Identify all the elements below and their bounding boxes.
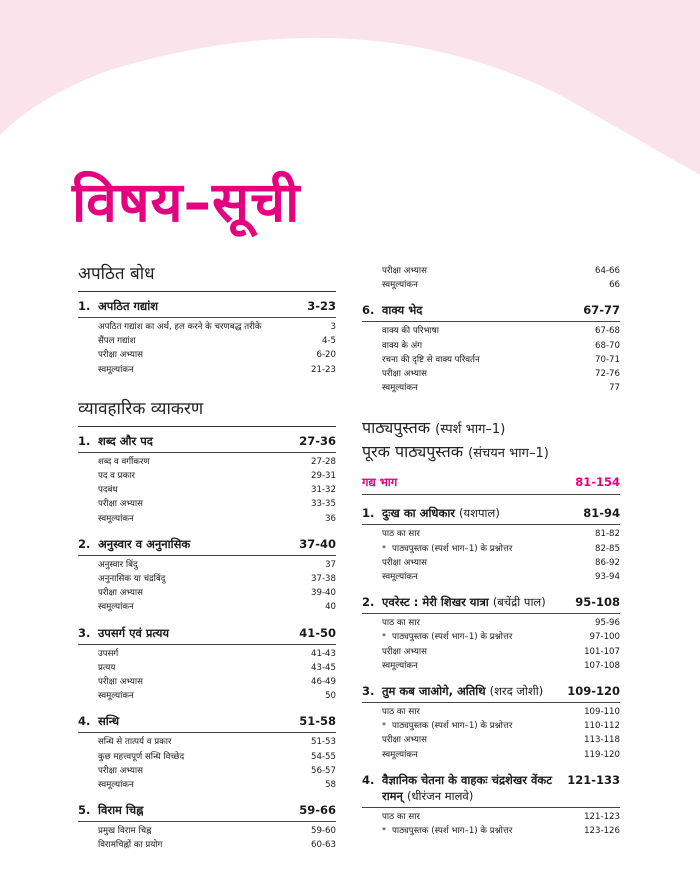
- section-label: गद्य भाग: [362, 475, 398, 490]
- toc-subitem[interactable]: [78, 455, 336, 469]
- subitem-pages: 72-76: [595, 369, 620, 380]
- subitem-pages: 21-23: [311, 364, 336, 375]
- subitem-pages: 54-55: [311, 751, 336, 762]
- chapter-number: 4.: [362, 772, 375, 787]
- subitem-pages: 29-31: [311, 471, 336, 482]
- subitem-pages: 95-96: [595, 618, 620, 629]
- supplementary-subtitle: (संचयन भाग–1): [468, 446, 549, 462]
- chapter-number: 1.: [78, 433, 91, 448]
- chapter-number: 1.: [362, 506, 375, 521]
- subitem-label: विरामचिह्नों का प्रयोग: [98, 840, 163, 851]
- subitem-label: स्वमूल्यांकन: [382, 572, 418, 583]
- subitem-label: पाठ का सार: [382, 618, 420, 629]
- subitem-label: पाठ का सार: [382, 707, 420, 718]
- subitem-pages: 40: [325, 602, 336, 613]
- chapter-author: (शरद जोशी): [489, 684, 544, 699]
- subitem-label: उपसर्ग: [98, 648, 119, 659]
- subitem-label: सैंपल गद्यांश: [98, 336, 136, 347]
- heading-underline: [78, 426, 336, 427]
- toc-subitem[interactable]: [78, 600, 336, 614]
- subitem-label: * पाठ्यपुस्तक (स्पर्श भाग–1) के प्रश्नोत्तर: [382, 719, 580, 733]
- chapter-number: 5.: [78, 803, 91, 818]
- star-icon: *: [382, 543, 386, 553]
- toc-subitem[interactable]: [78, 778, 336, 792]
- toc-subitem[interactable]: [362, 616, 620, 630]
- subitem-pages: 86-92: [595, 557, 620, 568]
- chapter-title: शब्द और पद: [98, 433, 153, 448]
- subitem-pages: 56-57: [311, 765, 336, 776]
- subitem-label: पाठ का सार: [382, 811, 420, 822]
- toc-subitem[interactable]: [362, 630, 620, 644]
- subitem-label: अनुनासिक या चंद्रबिंदु: [98, 574, 166, 585]
- toc-subitem[interactable]: [362, 556, 620, 570]
- subitem-label: परीक्षा अभ्यास: [98, 765, 143, 776]
- toc-subitem[interactable]: [78, 661, 336, 675]
- subitem-pages: 6-20: [316, 350, 336, 361]
- toc-subitem[interactable]: [362, 339, 620, 353]
- star-icon: *: [382, 826, 386, 836]
- toc-subitem[interactable]: [78, 320, 336, 334]
- divider: [78, 644, 336, 645]
- toc-chapter: [78, 433, 336, 526]
- toc-subitem[interactable]: [362, 748, 620, 762]
- divider: [78, 555, 336, 556]
- chapter-number: 4.: [78, 714, 91, 729]
- gadya-section-row[interactable]: [362, 473, 620, 491]
- chapter-row[interactable]: [362, 505, 620, 521]
- toc-subitem[interactable]: [362, 733, 620, 747]
- subitem-label: परीक्षा अभ्यास: [382, 266, 427, 276]
- subitem-label: रचना की दृष्टि से वाक्य परिवर्तन: [382, 354, 480, 365]
- subitem-label: वाक्य की परिभाषा: [382, 326, 439, 337]
- subitem-label: स्वमूल्यांकन: [98, 364, 134, 375]
- toc-subitem[interactable]: [78, 348, 336, 362]
- chapter-title: उपसर्ग एवं प्रत्यय: [98, 625, 170, 640]
- subitem-label: * पाठ्यपुस्तक (स्पर्श भाग–1) के प्रश्नोत्तर: [382, 824, 580, 838]
- toc-subitem[interactable]: [78, 735, 336, 749]
- chapter-row[interactable]: [362, 683, 620, 699]
- chapter-title: एवरेस्ट : मेरी शिखर यात्रा (बचेंद्री पाल): [382, 595, 546, 610]
- toc-subitem[interactable]: [78, 334, 336, 348]
- subitem-pages: 43-45: [311, 662, 336, 673]
- chapter-pages: 3-23: [307, 299, 336, 313]
- toc-subitem[interactable]: [78, 572, 336, 586]
- section-heading: व्यावहारिक व्याकरण: [78, 398, 204, 419]
- chapter-author: (बचेंद्री पाल): [492, 595, 546, 610]
- subitem-label: कुछ महत्त्वपूर्ण सन्धि विच्छेद: [98, 751, 185, 762]
- toc-subitem[interactable]: [78, 764, 336, 778]
- chapter-pages: 81-94: [583, 506, 620, 521]
- chapter-number: 1.: [78, 299, 91, 313]
- toc-subitem[interactable]: [362, 527, 620, 541]
- chapter-row[interactable]: [78, 625, 336, 641]
- subitem-pages: 67-68: [595, 326, 620, 337]
- subitem-label: स्वमूल्यांकन: [382, 749, 418, 760]
- divider: [362, 321, 620, 322]
- toc-subitem[interactable]: [362, 570, 620, 584]
- subitem-pages: 58: [325, 780, 336, 791]
- subitem-label: पाठ का सार: [382, 529, 420, 540]
- chapter-pages: 121-133: [567, 772, 620, 787]
- heading-underline: [78, 291, 336, 292]
- toc-subitem[interactable]: [78, 750, 336, 764]
- toc-chapter: [78, 625, 336, 704]
- chapter-title: अनुस्वार व अनुनासिक: [98, 536, 191, 551]
- subitem-label: स्वमूल्यांकन: [98, 780, 134, 791]
- toc-subitem[interactable]: [362, 719, 620, 733]
- toc-subitem[interactable]: [78, 675, 336, 689]
- toc-subitem[interactable]: [362, 353, 620, 367]
- subitem-pages: 101-107: [584, 646, 620, 657]
- subitem-pages: 119-120: [584, 749, 620, 760]
- chapter-title: दुःख का अधिकार (यशपाल): [382, 506, 500, 521]
- subitem-pages: 37: [325, 559, 336, 570]
- subitem-pages: 97-100: [589, 632, 620, 643]
- toc-chapter: [78, 298, 336, 377]
- supplementary-heading: [362, 441, 620, 465]
- toc-subitem[interactable]: [78, 497, 336, 511]
- subitem-label: * पाठ्यपुस्तक (स्पर्श भाग–1) के प्रश्नोत्तर: [382, 630, 586, 644]
- toc-subitem[interactable]: [362, 659, 620, 673]
- divider: [78, 821, 336, 822]
- subitem-pages: 110-112: [584, 721, 620, 732]
- toc-subitem[interactable]: [78, 512, 336, 526]
- subitem-pages: 123-126: [584, 826, 620, 837]
- supplementary-title: पूरक पाठ्यपुस्तक: [362, 442, 464, 462]
- toc-chapter: [78, 713, 336, 792]
- chapter-pages: 51-58: [299, 714, 336, 729]
- divider: [78, 317, 336, 318]
- subitem-pages: 77: [609, 383, 620, 394]
- subitem-label: पद व प्रकार: [98, 471, 135, 482]
- chapter-pages: 67-77: [583, 303, 620, 318]
- subitem-pages: 46-49: [311, 677, 336, 688]
- subitem-pages: 51-53: [311, 737, 336, 748]
- textbook-subtitle: (स्पर्श भाग–1): [435, 422, 506, 438]
- toc-subitem[interactable]: [362, 324, 620, 338]
- toc-subitem[interactable]: [78, 838, 336, 852]
- subitem-label: शब्द व वर्गीकरण: [98, 456, 150, 467]
- subitem-pages: 70-71: [595, 354, 620, 365]
- chapter-row[interactable]: [362, 302, 620, 318]
- chapter-number: 3.: [362, 684, 375, 699]
- right-column: [362, 262, 620, 838]
- star-icon: *: [382, 632, 386, 642]
- chapter-row[interactable]: [78, 536, 336, 552]
- toc-subitem[interactable]: [362, 645, 620, 659]
- toc-chapter: [78, 802, 336, 852]
- subitem-label: स्वमूल्यांकन: [98, 602, 134, 613]
- chapter-title: विराम चिह्न: [98, 803, 144, 818]
- chapter-row[interactable]: [78, 713, 336, 729]
- subitem-label: स्वमूल्यांकन: [382, 383, 418, 394]
- toc-subitem[interactable]: [362, 810, 620, 824]
- toc-chapter: [362, 683, 620, 762]
- chapter-row[interactable]: [362, 594, 620, 610]
- subitem-pages: 39-40: [311, 588, 336, 599]
- subitem-pages: 31-32: [311, 485, 336, 496]
- subitem-pages: 66: [609, 280, 620, 291]
- subitem-label: परीक्षा अभ्यास: [382, 369, 427, 380]
- textbook-title: पाठ्यपुस्तक: [362, 418, 431, 438]
- subitem-label: परीक्षा अभ्यास: [98, 499, 143, 510]
- toc-chapter: [362, 772, 620, 838]
- toc-subitem[interactable]: [78, 586, 336, 600]
- toc-chapter: [362, 302, 620, 395]
- toc-subitem[interactable]: [78, 483, 336, 497]
- subitem-label: परीक्षा अभ्यास: [98, 350, 143, 361]
- chapter-author: (धीरंजन मालवे): [406, 788, 474, 803]
- chapter-title: सन्धि: [98, 714, 120, 729]
- subitem-pages: 59-60: [311, 826, 336, 837]
- chapter-pages: 95-108: [575, 595, 620, 610]
- divider: [78, 732, 336, 733]
- toc-subitem[interactable]: [362, 367, 620, 381]
- subitem-pages: 68-70: [595, 340, 620, 351]
- divider: [78, 452, 336, 453]
- toc-subitem[interactable]: [78, 689, 336, 703]
- subitem-pages: 121-123: [584, 811, 620, 822]
- toc-subitem[interactable]: [78, 558, 336, 572]
- spacer: [78, 377, 336, 397]
- subitem-pages: 64-66: [595, 266, 620, 276]
- textbook-heading: [362, 417, 620, 441]
- divider: [362, 807, 620, 808]
- subitem-pages: 33-35: [311, 499, 336, 510]
- subitem-pages: 93-94: [595, 572, 620, 583]
- toc-chapter: [362, 505, 620, 584]
- chapter-row[interactable]: [78, 298, 336, 314]
- subitem-label: परीक्षा अभ्यास: [98, 588, 143, 599]
- toc-chapter: [78, 536, 336, 615]
- subitem-pages: 60-63: [311, 840, 336, 851]
- chapter-pages: 37-40: [299, 536, 336, 551]
- subitem-pages: 41-43: [311, 648, 336, 659]
- section-heading: अपठित बोध: [78, 264, 155, 284]
- divider: [362, 613, 620, 614]
- subitem-pages: 82-85: [595, 543, 620, 554]
- section-pages: 81-154: [575, 475, 620, 490]
- subitem-pages: 36: [325, 513, 336, 524]
- toc-chapter: [362, 594, 620, 673]
- toc-subitem[interactable]: [78, 469, 336, 483]
- chapter-title: तुम कब जाओगे, अतिथि (शरद जोशी): [382, 684, 544, 699]
- chapter-pages: 41-50: [299, 625, 336, 640]
- subitem-label: पदबंध: [98, 485, 118, 496]
- subitem-label: परीक्षा अभ्यास: [382, 646, 427, 657]
- toc-subitem[interactable]: [362, 824, 620, 838]
- subitem-label: स्वमूल्यांकन: [98, 691, 134, 702]
- chapter-pages: 27-36: [299, 433, 336, 448]
- subitem-label: परीक्षा अभ्यास: [382, 735, 427, 746]
- chapter-title: वैज्ञानिक चेतना के वाहकः चंद्रशेखर वेंकट रामन् (धीरंजन मालवे): [382, 772, 552, 803]
- chapter-row[interactable]: [78, 433, 336, 449]
- textbook-headings: [362, 417, 620, 465]
- subitem-pages: 37-38: [311, 574, 336, 585]
- toc-subitem[interactable]: [78, 363, 336, 377]
- toc-subitem[interactable]: [362, 381, 620, 395]
- subitem-label: प्रत्यय: [98, 662, 116, 673]
- subitem-label: सन्धि से तात्पर्य व प्रकार: [98, 737, 172, 748]
- chapter-number: 2.: [78, 536, 91, 551]
- chapter-row[interactable]: [362, 772, 620, 804]
- chapter-number: 6.: [362, 303, 375, 318]
- subitem-pages: 113-118: [584, 735, 620, 746]
- continued-items: [362, 264, 620, 292]
- chapter-number: 3.: [78, 625, 91, 640]
- subitem-label: प्रमुख विराम चिह्न: [98, 826, 152, 837]
- subitem-label: अनुस्वार बिंदु: [98, 559, 138, 570]
- chapter-pages: 59-66: [299, 803, 336, 818]
- chapter-title: अपठित गद्यांश: [98, 299, 159, 313]
- chapter-row[interactable]: [78, 802, 336, 818]
- star-icon: *: [382, 721, 386, 731]
- subitem-label: स्वमूल्यांकन: [382, 660, 418, 671]
- chapter-pages: 109-120: [567, 684, 620, 699]
- toc-subitem[interactable]: [78, 824, 336, 838]
- subitem-pages: 3: [330, 322, 336, 332]
- chapter-number: 2.: [362, 595, 375, 610]
- subitem-pages: 109-110: [584, 707, 620, 718]
- section-divider: [362, 494, 620, 495]
- subitem-label: अपठित गद्यांश का अर्थ, हल करने के चरणबद्ध तरीके: [98, 322, 262, 332]
- subitem-pages: 50: [325, 691, 336, 702]
- subitem-label: परीक्षा अभ्यास: [382, 557, 427, 568]
- subitem-pages: 27-28: [311, 456, 336, 467]
- divider: [362, 702, 620, 703]
- toc-subitem[interactable]: [362, 264, 620, 278]
- subitem-pages: 81-82: [595, 529, 620, 540]
- subitem-label: * पाठ्यपुस्तक (स्पर्श भाग–1) के प्रश्नोत्तर: [382, 542, 591, 556]
- toc-subitem[interactable]: [362, 278, 620, 292]
- subitem-label: स्वमूल्यांकन: [98, 513, 134, 524]
- subitem-label: वाक्य के अंग: [382, 340, 423, 351]
- toc-subitem[interactable]: [362, 705, 620, 719]
- subitem-pages: 107-108: [584, 660, 620, 671]
- left-column: [78, 262, 336, 853]
- page-title: विषय–सूची: [72, 170, 301, 234]
- toc-subitem[interactable]: [362, 542, 620, 556]
- subitem-label: स्वमूल्यांकन: [382, 280, 418, 291]
- subitem-pages: 4-5: [321, 336, 336, 347]
- chapter-title: वाक्य भेद: [382, 303, 423, 318]
- divider: [362, 524, 620, 525]
- toc-subitem[interactable]: [78, 647, 336, 661]
- chapter-author: (यशपाल): [459, 506, 500, 521]
- subitem-label: परीक्षा अभ्यास: [98, 677, 143, 688]
